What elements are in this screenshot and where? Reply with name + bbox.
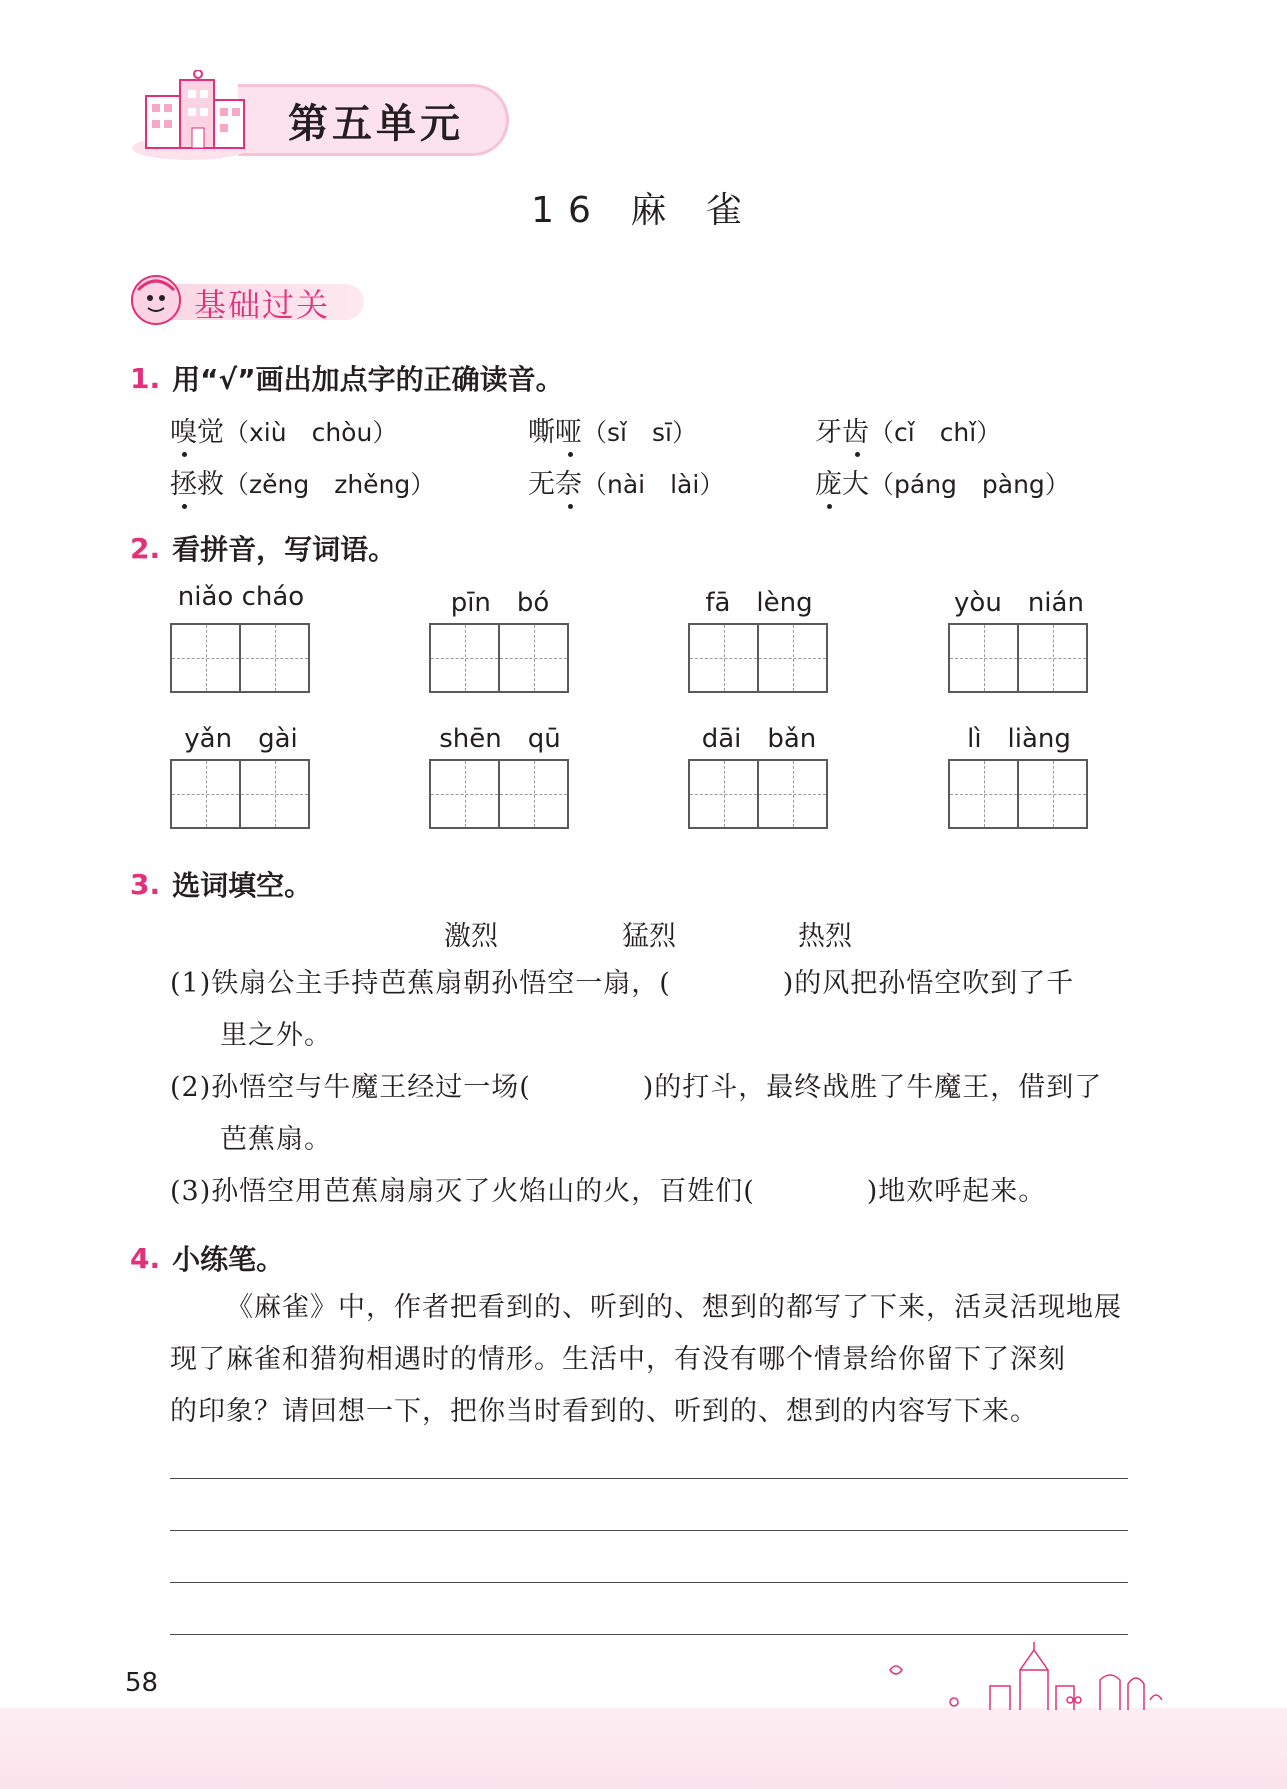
answer-line[interactable]	[170, 1478, 1128, 1479]
q2-pinyin: yǎn gài	[184, 724, 298, 754]
word-choice: 激烈	[444, 921, 498, 952]
section-label: 基础过关	[194, 286, 331, 324]
answer-line[interactable]	[170, 1634, 1128, 1635]
sentence-text: (2)孙悟空与牛魔王经过一场( )的打斗，最终战胜了牛魔王，借到了	[170, 1072, 1103, 1103]
unit-banner	[128, 70, 513, 162]
q3-prompt: 选词填空。	[172, 869, 313, 902]
q1-word: 嘶哑	[528, 417, 582, 448]
emphasis-dot	[182, 504, 187, 509]
q3-sentence-1	[170, 958, 1130, 1062]
writing-grid[interactable]	[688, 623, 828, 693]
q1-number: 1.	[130, 361, 161, 395]
writing-grid[interactable]	[429, 623, 569, 693]
q3-sentence-3	[170, 1166, 1130, 1218]
instruction-line: 的印象？请回想一下，把你当时看到的、听到的、想到的内容写下来。	[170, 1396, 1038, 1427]
instruction-line: 《麻雀》中，作者把看到的、听到的、想到的都写了下来，活灵活现地展	[226, 1292, 1122, 1323]
q2-pinyin: fā lèng	[705, 588, 813, 618]
castle-decoration-icon	[880, 1640, 1180, 1716]
word-choice: 猛烈	[622, 921, 676, 952]
q4-number: 4.	[130, 1241, 161, 1275]
q2-pinyin: dāi bǎn	[701, 724, 817, 754]
sentence-text: 里之外。	[220, 1020, 332, 1051]
emphasis-dot	[182, 452, 187, 457]
q2-prompt: 看拼音，写词语。	[172, 533, 397, 566]
q2-pinyin: shēn qū	[439, 724, 561, 754]
writing-grid[interactable]	[948, 623, 1088, 693]
q3-sentence-2	[170, 1062, 1130, 1166]
q1-pinyin: （páng pàng）	[869, 470, 1070, 499]
q4-prompt: 小练笔。	[172, 1243, 285, 1276]
q4-instructions	[170, 1282, 1130, 1438]
section-header	[128, 272, 378, 328]
q1-word: 嗅觉	[170, 417, 224, 448]
q1-item	[815, 462, 1070, 501]
writing-grid[interactable]	[948, 759, 1088, 829]
building-icon	[128, 70, 278, 162]
q1-item	[170, 410, 397, 449]
q1-pinyin: （xiù chòu）	[224, 418, 398, 447]
q1-pinyin: （nài lài）	[582, 470, 725, 499]
answer-line[interactable]	[170, 1530, 1128, 1531]
q1-word: 牙齿	[815, 417, 869, 448]
writing-grid[interactable]	[170, 759, 310, 829]
q4-header	[130, 1238, 284, 1278]
q1-prompt: 用“√”画出加点字的正确读音。	[172, 363, 564, 396]
emphasis-dot	[568, 504, 573, 509]
q1-item	[528, 462, 724, 501]
word-choice: 热烈	[798, 921, 852, 952]
q1-pinyin: （sǐ sī）	[582, 418, 697, 447]
emphasis-dot	[568, 452, 573, 457]
sentence-text: (3)孙悟空用芭蕉扇扇灭了火焰山的火，百姓们( )地欢呼起来。	[170, 1176, 1047, 1207]
q2-pinyin: niǎo cháo	[177, 582, 305, 612]
q1-pinyin: （zěng zhěng）	[224, 470, 436, 499]
instruction-line: 现了麻雀和猎狗相遇时的情形。生活中，有没有哪个情景给你留下了深刻	[170, 1344, 1066, 1375]
q2-pinyin: lì liàng	[967, 724, 1071, 754]
answer-line[interactable]	[170, 1582, 1128, 1583]
q3-header	[130, 864, 312, 904]
lesson-title: 16 麻 雀	[531, 190, 756, 231]
writing-grid[interactable]	[688, 759, 828, 829]
sentence-text: 芭蕉扇。	[220, 1124, 332, 1155]
q2-header	[130, 528, 396, 568]
q1-item	[815, 410, 1001, 449]
q1-header	[130, 358, 564, 398]
q2-number: 2.	[130, 531, 161, 565]
q2-pinyin: yòu nián	[954, 588, 1084, 618]
q1-item	[170, 462, 435, 501]
unit-title: 第五单元	[288, 101, 464, 147]
page-number: 58	[125, 1668, 159, 1698]
q1-pinyin: （cǐ chǐ）	[869, 418, 1002, 447]
writing-grid[interactable]	[429, 759, 569, 829]
q1-word: 无奈	[528, 469, 582, 500]
footer-band	[0, 1708, 1287, 1789]
q1-word: 拯救	[170, 469, 224, 500]
emphasis-dot	[855, 452, 860, 457]
q1-word: 庞大	[815, 469, 869, 500]
mascot-icon	[128, 272, 188, 328]
writing-grid[interactable]	[170, 623, 310, 693]
q3-number: 3.	[130, 867, 161, 901]
q1-item	[528, 410, 697, 449]
q2-pinyin: pīn bó	[450, 588, 550, 618]
emphasis-dot	[827, 504, 832, 509]
sentence-text: (1)铁扇公主手持芭蕉扇朝孙悟空一扇，( )的风把孙悟空吹到了千	[170, 968, 1075, 999]
